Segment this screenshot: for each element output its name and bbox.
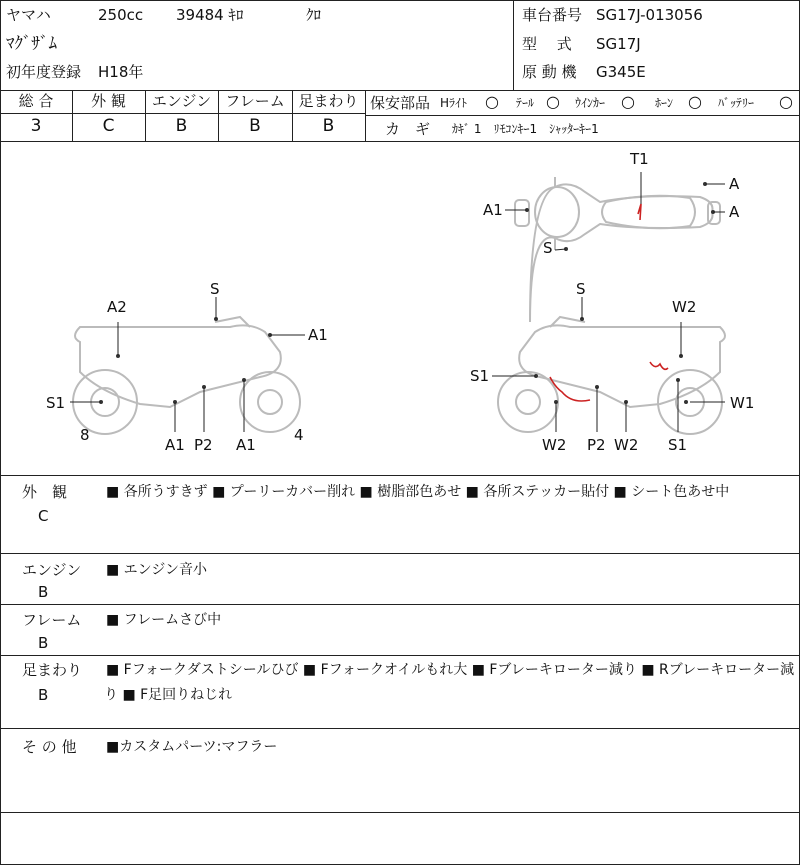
label-a: A — [729, 203, 740, 221]
parts-horn: ﾎｰﾝ — [655, 96, 674, 110]
suspension-grade-label: 足まわり — [298, 92, 359, 110]
color: ｸﾛ — [306, 6, 322, 24]
engine-grade-label: エンジン — [151, 92, 212, 110]
first-registration-label: 初年度登録 — [6, 63, 82, 81]
engine-cc: 250cc — [98, 6, 144, 24]
engine-model-label: 原 動 機 — [522, 63, 577, 81]
first-registration-value: H18年 — [98, 63, 144, 81]
section-grade-exterior: C — [38, 507, 49, 525]
overall-label: 総 合 — [18, 92, 54, 110]
check-circle-icon: ○ — [621, 92, 635, 111]
label-a: A — [729, 175, 740, 193]
label-a1: A1 — [308, 326, 328, 344]
label-s1: S1 — [668, 436, 688, 454]
section-grade-suspension: B — [38, 686, 49, 704]
safety-parts-label: 保安部品 — [370, 94, 431, 112]
label-p2: P2 — [194, 436, 213, 454]
label-s: S — [576, 280, 586, 298]
model-name: ﾏｸﾞｻﾞﾑ — [6, 34, 57, 54]
label-a1: A1 — [236, 436, 256, 454]
section-label-suspension: 足まわり — [22, 661, 83, 679]
label-t1: T1 — [630, 150, 649, 168]
section-label-frame: フレーム — [22, 611, 82, 629]
frame-grade-label: フレーム — [225, 92, 285, 110]
parts-headlight: Hﾗｲﾄ — [440, 96, 468, 110]
section-grade-engine: B — [38, 583, 49, 601]
frame-no-label: 車台番号 — [522, 6, 583, 24]
exterior-label: 外 観 — [91, 92, 126, 110]
section-text-other: ■カスタムパーツ:マフラー — [106, 739, 278, 755]
check-circle-icon: ○ — [546, 92, 560, 111]
keys-value: ｶｷﾞ 1 ﾘﾓｺﾝｷｰ1 ｼｬｯﾀｰｷｰ1 — [452, 122, 599, 136]
section-grade-frame: B — [38, 634, 49, 652]
label-w2: W2 — [672, 298, 697, 316]
type-label: 型 式 — [522, 35, 572, 53]
label-w2: W2 — [614, 436, 639, 454]
engine-grade-value: B — [175, 116, 188, 136]
label-s1: S1 — [46, 394, 66, 412]
frame-grade-value: B — [249, 116, 261, 136]
exterior-value: C — [102, 116, 115, 136]
frame-no-value: SG17J-013056 — [596, 6, 703, 24]
section-label-engine: エンジン — [22, 561, 82, 579]
section-text-suspension-cont: り ■ F足回りねじれ — [104, 687, 233, 703]
section-label-other: そ の 他 — [22, 738, 77, 756]
label-a1: A1 — [165, 436, 185, 454]
check-circle-icon: ○ — [485, 92, 499, 111]
label-a1: A1 — [483, 201, 503, 219]
section-label-exterior: 外 観 — [22, 483, 68, 501]
label-w2: W2 — [542, 436, 567, 454]
label-4: 4 — [294, 426, 304, 444]
type-value: SG17J — [596, 35, 641, 53]
parts-battery: ﾊﾞｯﾃﾘｰ — [718, 96, 755, 110]
section-text-frame: ■ フレームさび中 — [106, 612, 222, 628]
mileage: 39484 ｷﾛ — [176, 6, 244, 24]
section-text-suspension: ■ Fフォークダストシールひび ■ Fフォークオイルもれ大 ■ Fブレーキローター減り ■ Rブレーキローター減 — [106, 662, 795, 678]
label-w1: W1 — [730, 394, 755, 412]
parts-tail: ﾃｰﾙ — [516, 96, 535, 110]
label-8: 8 — [80, 426, 90, 444]
section-text-exterior: ■ 各所うすきず ■ プーリーカバー削れ ■ 樹脂部色あせ ■ 各所ステッカー貼付 ■ シート色あせ中 — [106, 484, 730, 500]
keys-label: カ ギ — [385, 120, 431, 138]
label-s: S — [210, 280, 220, 298]
label-s1: S1 — [470, 367, 490, 385]
engine-model-value: G345E — [596, 63, 646, 81]
label-p2: P2 — [587, 436, 606, 454]
label-a2: A2 — [107, 298, 127, 316]
check-circle-icon: ○ — [688, 92, 702, 111]
parts-winker: ｳｲﾝｶｰ — [575, 96, 606, 110]
section-text-engine: ■ エンジン音小 — [106, 562, 207, 578]
overall-value: 3 — [30, 116, 42, 136]
check-circle-icon: ○ — [779, 92, 793, 111]
label-s: S — [543, 239, 553, 257]
suspension-grade-value: B — [322, 116, 335, 136]
maker: ヤマハ — [6, 6, 51, 24]
